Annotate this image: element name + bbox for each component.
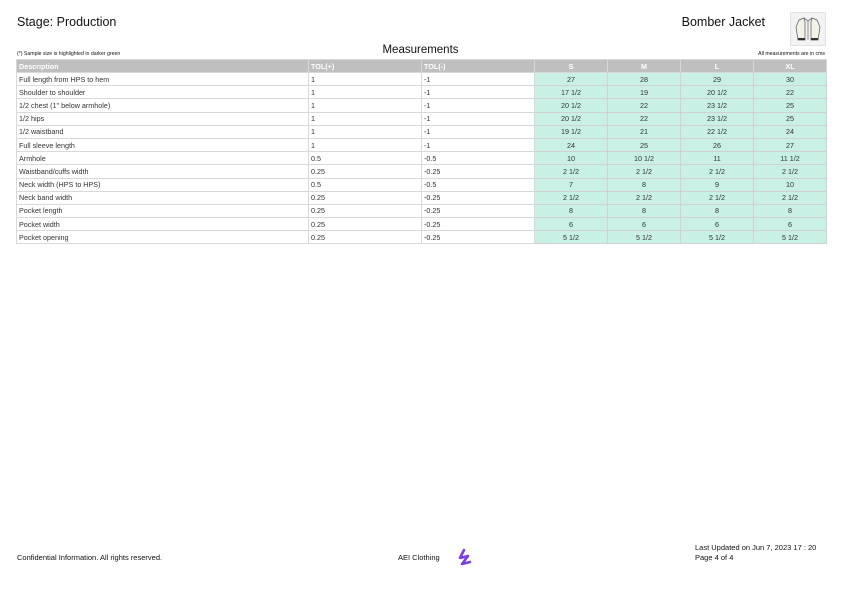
table-row (17, 204, 827, 217)
size-value-cell: 9 (681, 178, 754, 191)
size-value-cell: 6 (535, 218, 608, 231)
size-value-cell: 8 (681, 204, 754, 217)
size-value-cell: 22 (608, 112, 681, 125)
column-header: TOL(-) (422, 60, 535, 73)
tolerance-cell: 0.5 (309, 152, 422, 165)
size-value-cell: 11 (681, 152, 754, 165)
tolerance-cell: -1 (422, 73, 535, 86)
tolerance-cell: -1 (422, 112, 535, 125)
size-value-cell: 8 (608, 178, 681, 191)
measurement-description: 1/2 waistband (17, 125, 309, 138)
table-row (17, 112, 827, 125)
tolerance-cell: -0.25 (422, 218, 535, 231)
column-header: TOL(+) (309, 60, 422, 73)
tolerance-cell: 1 (309, 138, 422, 151)
units-note: All measurements are in cms (758, 51, 825, 57)
tolerance-cell: -0.25 (422, 204, 535, 217)
tolerance-cell: 0.25 (309, 165, 422, 178)
table-row (17, 165, 827, 178)
size-value-cell: 6 (608, 218, 681, 231)
table-row (17, 138, 827, 151)
table-row (17, 152, 827, 165)
tolerance-cell: -1 (422, 99, 535, 112)
stage-title: Stage: Production (17, 15, 117, 29)
page-number: Page 4 of 4 (695, 553, 734, 562)
measurements-table (16, 59, 827, 244)
tolerance-cell: 1 (309, 125, 422, 138)
tolerance-cell: 0.5 (309, 178, 422, 191)
size-value-cell: 25 (608, 138, 681, 151)
measurement-description: Full sleeve length (17, 138, 309, 151)
column-header: XL (754, 60, 827, 73)
size-value-cell: 2 1/2 (535, 191, 608, 204)
tolerance-cell: -0.5 (422, 152, 535, 165)
table-row (17, 178, 827, 191)
size-value-cell: 30 (754, 73, 827, 86)
size-value-cell: 22 (754, 86, 827, 99)
size-value-cell: 25 (754, 112, 827, 125)
size-value-cell: 5 1/2 (535, 231, 608, 244)
table-row (17, 125, 827, 138)
tolerance-cell: -0.25 (422, 231, 535, 244)
tolerance-cell: 1 (309, 112, 422, 125)
measurement-description: Waistband/cuffs width (17, 165, 309, 178)
last-updated: Last Updated on Jun 7, 2023 17 : 20 (695, 543, 817, 552)
size-value-cell: 19 (608, 86, 681, 99)
tolerance-cell: 1 (309, 73, 422, 86)
column-header: L (681, 60, 754, 73)
size-value-cell: 25 (754, 99, 827, 112)
jacket-thumbnail-icon[interactable] (790, 12, 826, 46)
size-value-cell: 8 (754, 204, 827, 217)
size-value-cell: 19 1/2 (535, 125, 608, 138)
table-row (17, 86, 827, 99)
tolerance-cell: -1 (422, 86, 535, 99)
size-value-cell: 7 (535, 178, 608, 191)
tolerance-cell: -0.25 (422, 191, 535, 204)
size-value-cell: 21 (608, 125, 681, 138)
size-value-cell: 10 1/2 (608, 152, 681, 165)
size-value-cell: 20 1/2 (535, 112, 608, 125)
measurement-description: Pocket opening (17, 231, 309, 244)
column-header: S (535, 60, 608, 73)
size-value-cell: 8 (535, 204, 608, 217)
measurement-description: 1/2 chest (1" below armhole) (17, 99, 309, 112)
measurement-description: Full length from HPS to hem (17, 73, 309, 86)
tolerance-cell: 1 (309, 99, 422, 112)
size-value-cell: 27 (754, 138, 827, 151)
size-value-cell: 23 1/2 (681, 112, 754, 125)
size-value-cell: 17 1/2 (535, 86, 608, 99)
size-value-cell: 8 (608, 204, 681, 217)
size-value-cell: 29 (681, 73, 754, 86)
size-value-cell: 20 1/2 (535, 99, 608, 112)
column-header: M (608, 60, 681, 73)
measurement-description: Neck width (HPS to HPS) (17, 178, 309, 191)
tolerance-cell: -1 (422, 138, 535, 151)
confidential-notice: Confidential Information. All rights reserved. (17, 553, 163, 562)
tolerance-cell: 0.25 (309, 218, 422, 231)
table-row (17, 191, 827, 204)
size-value-cell: 23 1/2 (681, 99, 754, 112)
tolerance-cell: 0.25 (309, 231, 422, 244)
size-value-cell: 2 1/2 (608, 191, 681, 204)
size-value-cell: 5 1/2 (681, 231, 754, 244)
size-value-cell: 6 (681, 218, 754, 231)
size-value-cell: 10 (535, 152, 608, 165)
company-name: AEI Clothing (398, 553, 440, 562)
aei-logo-icon (455, 547, 475, 567)
size-value-cell: 28 (608, 73, 681, 86)
tolerance-cell: 0.25 (309, 204, 422, 217)
table-row (17, 99, 827, 112)
size-value-cell: 2 1/2 (754, 191, 827, 204)
size-value-cell: 6 (754, 218, 827, 231)
table-row (17, 231, 827, 244)
tolerance-cell: -0.5 (422, 178, 535, 191)
size-value-cell: 26 (681, 138, 754, 151)
size-value-cell: 22 1/2 (681, 125, 754, 138)
size-value-cell: 22 (608, 99, 681, 112)
table-row (17, 218, 827, 231)
table-row (17, 73, 827, 86)
product-title: Bomber Jacket (681, 15, 765, 29)
size-value-cell: 2 1/2 (754, 165, 827, 178)
size-value-cell: 27 (535, 73, 608, 86)
measurements-title: Measurements (382, 44, 459, 56)
measurement-description: Armhole (17, 152, 309, 165)
tolerance-cell: 1 (309, 86, 422, 99)
size-value-cell: 5 1/2 (754, 231, 827, 244)
measurement-description: Neck band width (17, 191, 309, 204)
size-value-cell: 2 1/2 (681, 191, 754, 204)
column-header: Description (17, 60, 309, 73)
measurement-description: Shoulder to shoulder (17, 86, 309, 99)
tolerance-cell: 0.25 (309, 191, 422, 204)
measurement-description: Pocket length (17, 204, 309, 217)
size-value-cell: 20 1/2 (681, 86, 754, 99)
size-value-cell: 2 1/2 (681, 165, 754, 178)
size-value-cell: 24 (754, 125, 827, 138)
size-value-cell: 24 (535, 138, 608, 151)
measurement-description: 1/2 hips (17, 112, 309, 125)
measurement-description: Pocket width (17, 218, 309, 231)
tolerance-cell: -0.25 (422, 165, 535, 178)
sample-size-note: (*) Sample size is highlighted in darker green (17, 51, 121, 57)
size-value-cell: 5 1/2 (608, 231, 681, 244)
table-header-row (17, 60, 827, 73)
size-value-cell: 10 (754, 178, 827, 191)
size-value-cell: 2 1/2 (535, 165, 608, 178)
size-value-cell: 11 1/2 (754, 152, 827, 165)
tolerance-cell: -1 (422, 125, 535, 138)
size-value-cell: 2 1/2 (608, 165, 681, 178)
